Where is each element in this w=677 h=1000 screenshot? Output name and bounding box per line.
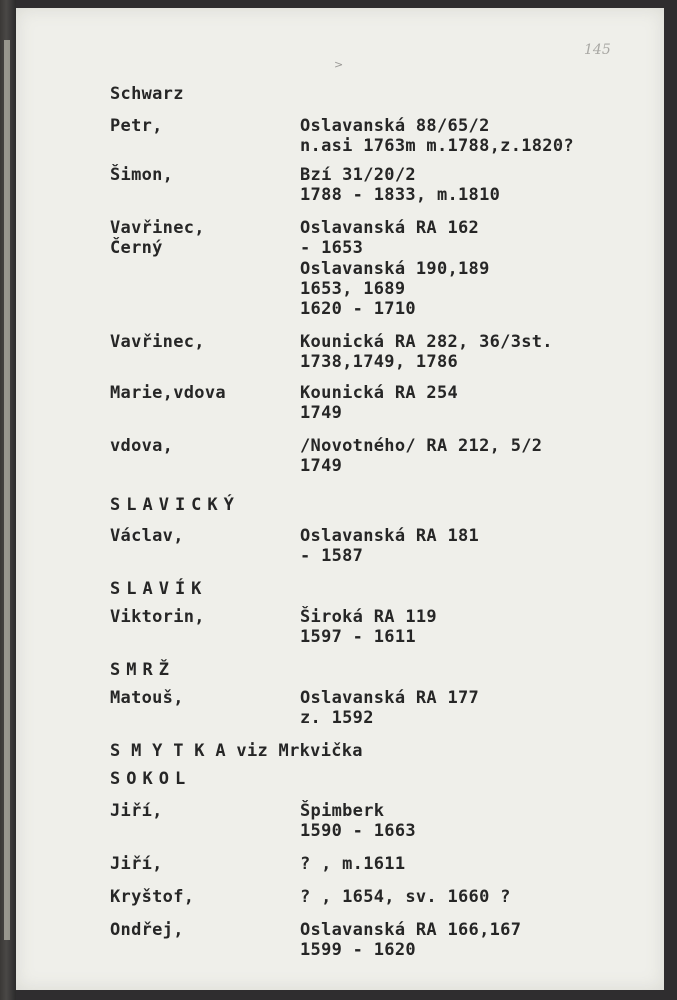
document-page (16, 8, 664, 990)
book-binding (0, 0, 16, 1000)
stray-mark: > (334, 58, 344, 71)
entry-detail: /Novotného/ RA 212, 5/2 (300, 436, 543, 456)
entry-detail: ? , m.1611 (300, 854, 406, 874)
entry-name: Viktorin, (110, 607, 205, 627)
entry-detail: - 1587 (300, 546, 364, 566)
binding-strip (4, 40, 10, 940)
entry-detail: Špimberk (300, 801, 385, 821)
entry-name: Černý (110, 238, 163, 258)
entry-detail: 1749 (300, 403, 343, 423)
entry-detail: z. 1592 (300, 708, 374, 728)
entry-detail: Bzí 31/20/2 (300, 165, 416, 185)
surname-heading-sokol: SOKOL (110, 769, 192, 789)
entry-detail: 1597 - 1611 (300, 627, 416, 647)
entry-detail: 1599 - 1620 (300, 940, 416, 960)
surname-heading-slavicky: SLAVICKÝ (110, 495, 240, 515)
entry-name: Jiří, (110, 854, 163, 874)
entry-detail: ? , 1654, sv. 1660 ? (300, 887, 511, 907)
entry-detail: Kounická RA 254 (300, 383, 459, 403)
entry-name: Ondřej, (110, 920, 184, 940)
entry-detail: Oslavanská 88/65/2 (300, 116, 490, 136)
page-number: 145 (584, 42, 611, 58)
entry-detail: 1590 - 1663 (300, 821, 416, 841)
surname-heading-schwarz: Schwarz (110, 84, 184, 104)
entry-name: Kryštof, (110, 887, 195, 907)
entry-name: Vavřinec, (110, 332, 205, 352)
entry-detail: Oslavanská RA 162 (300, 218, 480, 238)
entry-detail: - 1653 (300, 238, 364, 258)
entry-detail: 1738,1749, 1786 (300, 352, 459, 372)
entry-name: Šimon, (110, 165, 174, 185)
entry-detail: n.asi 1763m m.1788,z.1820? (300, 136, 574, 156)
surname-heading-smytka: S M Y T K A viz Mrkvička (110, 741, 363, 761)
surname-heading-smrz: SMRŽ (110, 660, 175, 680)
entry-detail: 1788 - 1833, m.1810 (300, 185, 501, 205)
entry-name: Marie,vdova (110, 383, 226, 403)
entry-name: Petr, (110, 116, 163, 136)
entry-detail: Oslavanská 190,189 (300, 259, 490, 279)
entry-name: Vavřinec, (110, 218, 205, 238)
entry-detail: 1653, 1689 (300, 279, 406, 299)
entry-detail: 1620 - 1710 (300, 299, 416, 319)
entry-name: Matouš, (110, 688, 184, 708)
entry-name: Jiří, (110, 801, 163, 821)
entry-detail: Široká RA 119 (300, 607, 437, 627)
entry-name: Václav, (110, 526, 184, 546)
entry-detail: Oslavanská RA 181 (300, 526, 480, 546)
entry-detail: 1749 (300, 456, 343, 476)
surname-heading-slavik: SLAVÍK (110, 579, 208, 599)
entry-name: vdova, (110, 436, 174, 456)
entry-detail: Oslavanská RA 166,167 (300, 920, 522, 940)
entry-detail: Kounická RA 282, 36/3st. (300, 332, 553, 352)
entry-detail: Oslavanská RA 177 (300, 688, 480, 708)
